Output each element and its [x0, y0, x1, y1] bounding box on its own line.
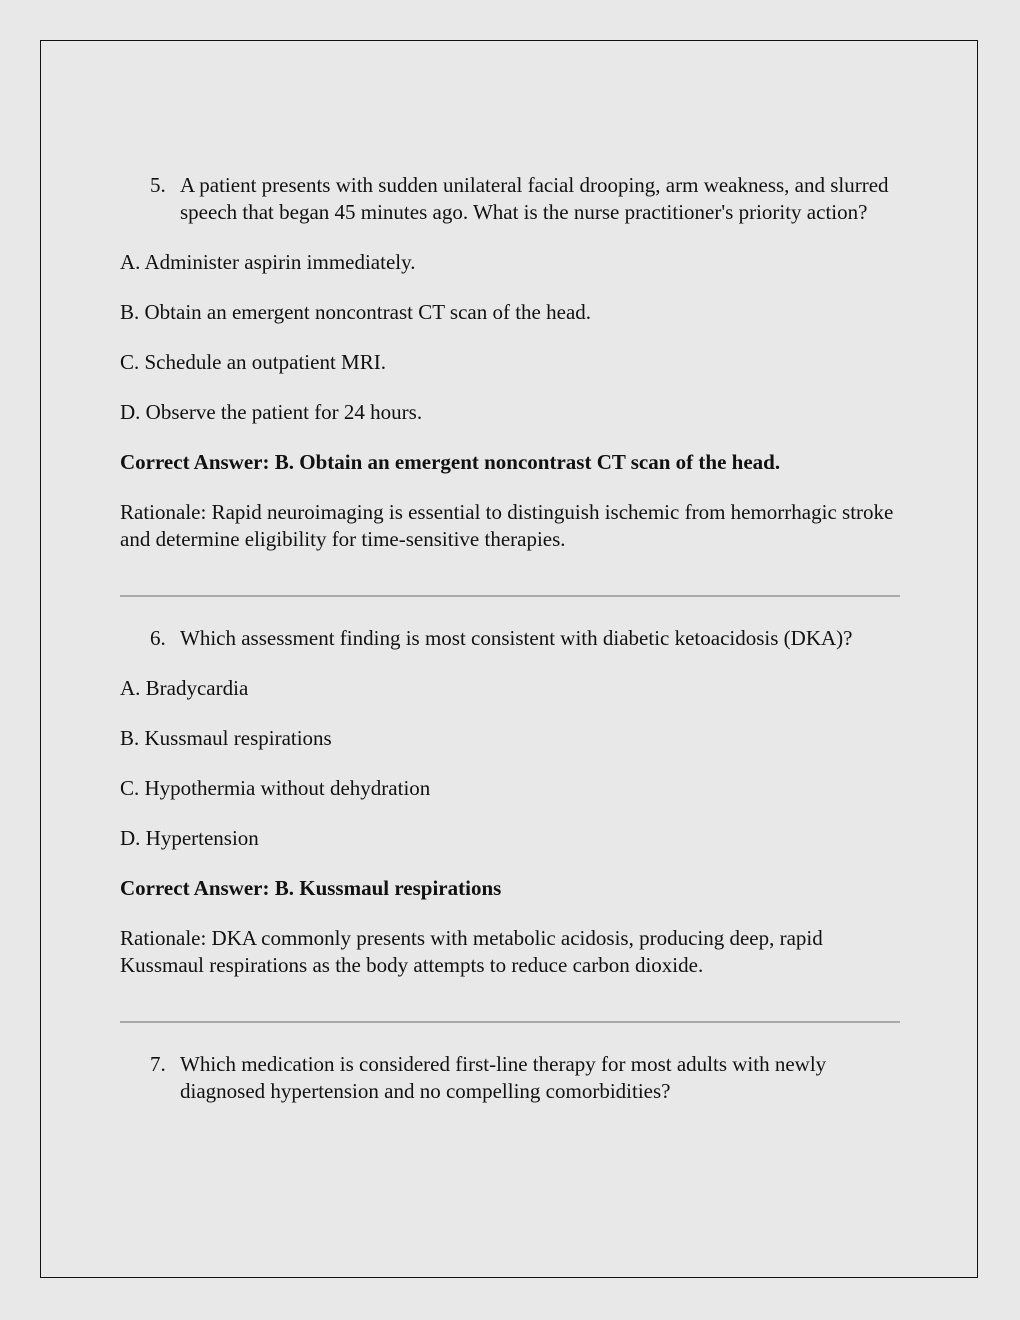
- option-b: B. Kussmaul respirations: [120, 726, 332, 750]
- question-6: [120, 625, 900, 652]
- question-text: Which assessment finding is most consistent with diabetic ketoacidosis (DKA)?: [180, 626, 853, 650]
- option-a: A. Bradycardia: [120, 676, 249, 700]
- question-number: 5.: [150, 173, 166, 197]
- section-divider: [120, 1021, 900, 1023]
- section-divider: [120, 595, 900, 597]
- option-d: D. Hypertension: [120, 826, 259, 850]
- rationale: Rationale: Rapid neuroimaging is essential to distinguish ischemic from hemorrhagic stroke and determine eligibility for time-sensitive therapies.: [120, 500, 894, 551]
- option-c: C. Schedule an outpatient MRI.: [120, 350, 386, 374]
- question-text: Which medication is considered first-line therapy for most adults with newly diagnosed hypertension and no compelling comorbidities?: [180, 1052, 827, 1103]
- question-text: A patient presents with sudden unilateral facial drooping, arm weakness, and slurred speech that began 45 minutes ago. What is the nurse practitioner's priority action?: [180, 173, 889, 224]
- rationale: Rationale: DKA commonly presents with metabolic acidosis, producing deep, rapid Kussmaul respirations as the body attempts to reduce carbon dioxide.: [120, 926, 823, 977]
- question-7: [120, 1051, 900, 1105]
- document-content: [120, 172, 900, 1128]
- correct-answer: Correct Answer: B. Kussmaul respirations: [120, 876, 502, 900]
- question-number: 6.: [150, 626, 166, 650]
- option-c: C. Hypothermia without dehydration: [120, 776, 431, 800]
- question-number: 7.: [150, 1052, 166, 1076]
- option-d: D. Observe the patient for 24 hours.: [120, 400, 423, 424]
- option-b: B. Obtain an emergent noncontrast CT scan of the head.: [120, 300, 592, 324]
- correct-answer: Correct Answer: B. Obtain an emergent noncontrast CT scan of the head.: [120, 450, 781, 474]
- question-5: [120, 172, 900, 226]
- option-a: A. Administer aspirin immediately.: [120, 250, 416, 274]
